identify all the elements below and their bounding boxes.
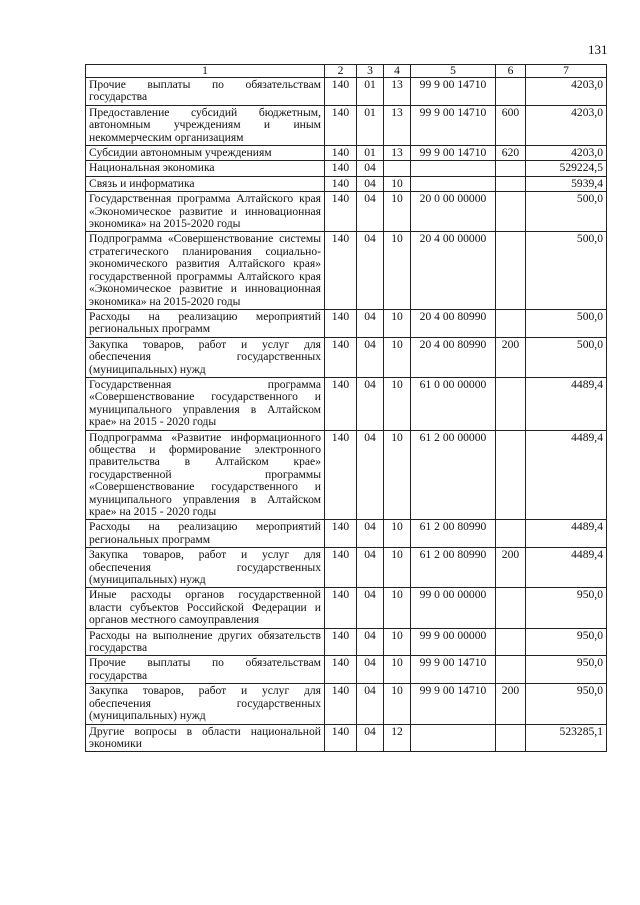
header-cell: 3 [357, 65, 384, 78]
amount-cell: 950,0 [526, 656, 607, 684]
ministry-code-cell: 140 [325, 656, 357, 684]
amount-cell: 523285,1 [526, 724, 607, 752]
amount-cell: 4489,4 [526, 520, 607, 548]
amount-cell: 4203,0 [526, 105, 607, 145]
expense-name-cell: Государственная программа Алтайского края «Экономическое развитие и инновационная экономика» на 2015-2020 годы [86, 192, 325, 232]
expense-name-cell: Подпрограмма «Развитие информационного общества и формирование электронного правительства в Алтайском крае» государственной программы «Совершенствование государственного и муниципального управления в Алтайском крае» на 2015 - 2020 годы [86, 430, 325, 520]
target-article-cell: 99 9 00 14710 [411, 105, 496, 145]
expense-name-cell: Предоставление субсидий бюджетным, автономным учреждениям и иным некоммерческим организациям [86, 105, 325, 145]
section-code-cell: 01 [357, 146, 384, 161]
ministry-code-cell: 140 [325, 520, 357, 548]
expense-name-cell: Закупка товаров, работ и услуг для обеспечения государственных (муниципальных) нужд [86, 337, 325, 377]
table-row [86, 430, 607, 520]
expense-type-cell [496, 232, 526, 309]
target-article-cell: 20 4 00 80990 [411, 337, 496, 377]
section-code-cell: 01 [357, 78, 384, 106]
target-article-cell: 99 9 00 14710 [411, 146, 496, 161]
subsection-code-cell: 10 [384, 430, 411, 520]
ministry-code-cell: 140 [325, 684, 357, 724]
ministry-code-cell: 140 [325, 430, 357, 520]
ministry-code-cell: 140 [325, 548, 357, 588]
section-code-cell: 04 [357, 588, 384, 628]
table-row [86, 684, 607, 724]
expense-name-cell: Национальная экономика [86, 161, 325, 176]
ministry-code-cell: 140 [325, 161, 357, 176]
table-row [86, 548, 607, 588]
subsection-code-cell: 13 [384, 78, 411, 106]
subsection-code-cell: 10 [384, 588, 411, 628]
expense-type-cell [496, 628, 526, 656]
expense-type-cell: 200 [496, 337, 526, 377]
ministry-code-cell: 140 [325, 176, 357, 191]
expense-name-cell: Прочие выплаты по обязательствам государства [86, 78, 325, 106]
expense-type-cell: 200 [496, 684, 526, 724]
expense-type-cell: 600 [496, 105, 526, 145]
amount-cell: 500,0 [526, 192, 607, 232]
ministry-code-cell: 140 [325, 377, 357, 430]
target-article-cell: 20 0 00 00000 [411, 192, 496, 232]
target-article-cell: 61 2 00 80990 [411, 520, 496, 548]
table-row [86, 146, 607, 161]
expense-type-cell [496, 520, 526, 548]
section-code-cell: 04 [357, 628, 384, 656]
amount-cell: 4489,4 [526, 430, 607, 520]
table-row [86, 161, 607, 176]
ministry-code-cell: 140 [325, 232, 357, 309]
table-row [86, 656, 607, 684]
subsection-code-cell: 10 [384, 337, 411, 377]
expense-name-cell: Расходы на реализацию мероприятий региональных программ [86, 520, 325, 548]
expense-type-cell: 200 [496, 548, 526, 588]
expense-name-cell: Другие вопросы в области национальной экономики [86, 724, 325, 752]
header-cell: 6 [496, 65, 526, 78]
amount-cell: 529224,5 [526, 161, 607, 176]
header-cell: 7 [526, 65, 607, 78]
ministry-code-cell: 140 [325, 309, 357, 337]
section-code-cell: 04 [357, 192, 384, 232]
expense-name-cell: Закупка товаров, работ и услуг для обеспечения государственных (муниципальных) нужд [86, 548, 325, 588]
amount-cell: 500,0 [526, 337, 607, 377]
ministry-code-cell: 140 [325, 724, 357, 752]
subsection-code-cell: 13 [384, 146, 411, 161]
target-article-cell: 61 2 00 00000 [411, 430, 496, 520]
amount-cell: 4203,0 [526, 78, 607, 106]
amount-cell: 500,0 [526, 232, 607, 309]
budget-table [85, 64, 607, 752]
page-number: 131 [588, 42, 608, 57]
table-row [86, 520, 607, 548]
table-row [86, 337, 607, 377]
header-cell: 1 [86, 65, 325, 78]
expense-type-cell [496, 724, 526, 752]
amount-cell: 4489,4 [526, 377, 607, 430]
table-row [86, 377, 607, 430]
expense-type-cell [496, 192, 526, 232]
table-row [86, 78, 607, 106]
table-row [86, 724, 607, 752]
expense-name-cell: Субсидии автономным учреждениям [86, 146, 325, 161]
subsection-code-cell: 10 [384, 628, 411, 656]
expense-name-cell: Закупка товаров, работ и услуг для обеспечения государственных (муниципальных) нужд [86, 684, 325, 724]
table-row [86, 628, 607, 656]
section-code-cell: 04 [357, 684, 384, 724]
subsection-code-cell: 10 [384, 548, 411, 588]
target-article-cell: 99 0 00 00000 [411, 588, 496, 628]
table-row [86, 588, 607, 628]
amount-cell: 950,0 [526, 628, 607, 656]
expense-type-cell [496, 161, 526, 176]
section-code-cell: 04 [357, 520, 384, 548]
subsection-code-cell: 10 [384, 192, 411, 232]
expense-name-cell: Расходы на выполнение других обязательств государства [86, 628, 325, 656]
header-cell: 5 [411, 65, 496, 78]
subsection-code-cell: 10 [384, 656, 411, 684]
amount-cell: 950,0 [526, 588, 607, 628]
section-code-cell: 04 [357, 176, 384, 191]
expense-type-cell [496, 588, 526, 628]
ministry-code-cell: 140 [325, 192, 357, 232]
expense-name-cell: Расходы на реализацию мероприятий региональных программ [86, 309, 325, 337]
section-code-cell: 04 [357, 430, 384, 520]
section-code-cell: 04 [357, 337, 384, 377]
target-article-cell [411, 724, 496, 752]
expense-type-cell: 620 [496, 146, 526, 161]
section-code-cell: 01 [357, 105, 384, 145]
table-row [86, 105, 607, 145]
subsection-code-cell: 12 [384, 724, 411, 752]
table-row [86, 192, 607, 232]
ministry-code-cell: 140 [325, 78, 357, 106]
expense-type-cell [496, 176, 526, 191]
amount-cell: 4489,4 [526, 548, 607, 588]
ministry-code-cell: 140 [325, 105, 357, 145]
expense-name-cell: Подпрограмма «Совершенствование системы стратегического планирования социально-экономического развития Алтайского края» государственной программы Алтайского края «Экономическое развитие и инновационная экономика» на 2015-2020 годы [86, 232, 325, 309]
subsection-code-cell: 10 [384, 232, 411, 309]
subsection-code-cell: 10 [384, 684, 411, 724]
target-article-cell: 99 9 00 00000 [411, 628, 496, 656]
expense-type-cell [496, 656, 526, 684]
section-code-cell: 04 [357, 161, 384, 176]
section-code-cell: 04 [357, 377, 384, 430]
amount-cell: 5939,4 [526, 176, 607, 191]
target-article-cell: 99 9 00 14710 [411, 656, 496, 684]
header-cell: 2 [325, 65, 357, 78]
expense-name-cell: Иные расходы органов государственной власти субъектов Российской Федерации и органов местного самоуправления [86, 588, 325, 628]
ministry-code-cell: 140 [325, 588, 357, 628]
subsection-code-cell: 10 [384, 520, 411, 548]
table-row [86, 176, 607, 191]
amount-cell: 950,0 [526, 684, 607, 724]
target-article-cell: 61 2 00 80990 [411, 548, 496, 588]
header-cell: 4 [384, 65, 411, 78]
header-row [86, 65, 607, 78]
target-article-cell: 99 9 00 14710 [411, 684, 496, 724]
amount-cell: 4203,0 [526, 146, 607, 161]
section-code-cell: 04 [357, 232, 384, 309]
section-code-cell: 04 [357, 724, 384, 752]
subsection-code-cell: 10 [384, 377, 411, 430]
target-article-cell: 20 4 00 00000 [411, 232, 496, 309]
ministry-code-cell: 140 [325, 337, 357, 377]
expense-type-cell [496, 78, 526, 106]
ministry-code-cell: 140 [325, 146, 357, 161]
target-article-cell: 61 0 00 00000 [411, 377, 496, 430]
subsection-code-cell: 13 [384, 105, 411, 145]
subsection-code-cell: 10 [384, 309, 411, 337]
section-code-cell: 04 [357, 309, 384, 337]
target-article-cell [411, 176, 496, 191]
subsection-code-cell [384, 161, 411, 176]
ministry-code-cell: 140 [325, 628, 357, 656]
expense-type-cell [496, 309, 526, 337]
expense-type-cell [496, 377, 526, 430]
table-row [86, 232, 607, 309]
amount-cell: 500,0 [526, 309, 607, 337]
expense-type-cell [496, 430, 526, 520]
expense-name-cell: Связь и информатика [86, 176, 325, 191]
target-article-cell [411, 161, 496, 176]
expense-name-cell: Прочие выплаты по обязательствам государства [86, 656, 325, 684]
section-code-cell: 04 [357, 548, 384, 588]
subsection-code-cell: 10 [384, 176, 411, 191]
section-code-cell: 04 [357, 656, 384, 684]
target-article-cell: 99 9 00 14710 [411, 78, 496, 106]
target-article-cell: 20 4 00 80990 [411, 309, 496, 337]
table-row [86, 309, 607, 337]
expense-name-cell: Государственная программа «Совершенствование государственного и муниципального управления в Алтайском крае» на 2015 - 2020 годы [86, 377, 325, 430]
